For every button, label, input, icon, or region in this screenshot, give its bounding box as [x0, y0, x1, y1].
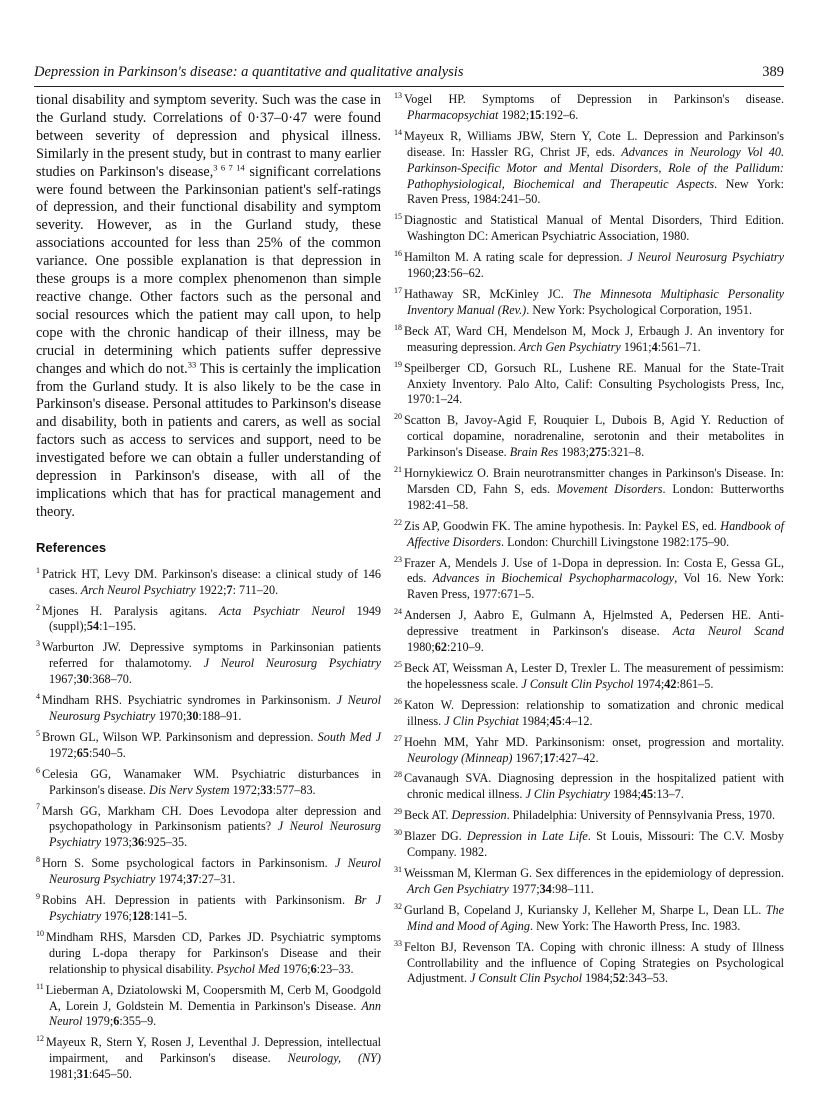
reference-text: Mayeux R, Williams JBW, Stern Y, Cote L. Depression and Parkinson's disease. In: Hassler RG, Christ JF, eds. Advances in Neurology Vol 40. Parkinson-Specific Motor and Mental Disorders, Role of the Pallidum: Pathophysiological, Biochemical and Therapeutic Aspects. New York: Raven Press, 1984:241–50.	[404, 128, 784, 207]
reference-item	[36, 930, 381, 978]
reference-text: Cavanaugh SVA. Diagnosing depression in the hospitalized patient with chronic medical illness. J Clin Psychiatry 1984;45:13–7.	[404, 771, 784, 802]
reference-text: Lieberman A, Dziatolowski M, Coopersmith M, Cerb M, Goodgold A, Lorein J, Goldstein M. Dementia in Parkinson's Disease. Ann Neurol 1979;6:355–9.	[45, 982, 381, 1029]
reference-item	[394, 903, 784, 935]
reference-number: 2	[36, 602, 40, 612]
reference-number: 13	[394, 90, 402, 100]
reference-text: Brown GL, Wilson WP. Parkinsonism and depression. South Med J 1972;65:540–5.	[42, 729, 381, 760]
reference-item	[36, 983, 381, 1031]
reference-text: Weissman M, Klerman G. Sex differences in the epidemiology of depression. Arch Gen Psychiatry 1977;34:98–111.	[404, 865, 784, 896]
reference-item	[394, 466, 784, 514]
reference-text: Felton BJ, Revenson TA. Coping with chronic illness: A study of Illness Controllability and the influence of Coping Strategies on Psychological Adjustment. J Consult Clin Psychol 1984;52:343–53.	[404, 939, 784, 986]
right-column	[394, 92, 784, 992]
reference-number: 23	[394, 554, 402, 564]
reference-text: Andersen J, Aabro E, Gulmann A, Hjelmsted A, Pedersen HE. Anti-depressive treatment in Parkinson's disease. Acta Neurol Scand 1980;62:210–9.	[404, 608, 784, 655]
reference-number: 21	[394, 464, 402, 474]
reference-number: 11	[36, 981, 44, 991]
reference-text: Horn S. Some psychological factors in Parkinsonism. J Neurol Neurosurg Psychiatry 1974;37:27–31.	[42, 856, 382, 887]
reference-number: 27	[394, 733, 402, 743]
reference-item	[394, 92, 784, 124]
reference-item	[36, 604, 381, 636]
reference-item	[36, 856, 381, 888]
reference-text: Mindham RHS, Marsden CD, Parkes JD. Psychiatric symptoms during L-dopa therapy for Parkinson's Disease and their relationship to physical disability. Psychol Med 1976;6:23–33.	[46, 929, 381, 976]
reference-text: Katon W. Depression: relationship to somatization and chronic medical illness. J Clin Psychiat 1984;45:4–12.	[404, 697, 784, 728]
reference-number: 12	[36, 1034, 44, 1044]
reference-number: 9	[36, 892, 40, 901]
reference-text: Blazer DG. Depression in Late Life. St Louis, Missouri: The C.V. Mosby Company. 1982.	[404, 829, 784, 860]
reference-text: Mjones H. Paralysis agitans. Acta Psychiatr Neurol 1949 (suppl);54:1–195.	[42, 603, 382, 634]
reference-number: 17	[394, 285, 402, 295]
reference-text: Mindham RHS. Psychiatric syndromes in Parkinsonism. J Neurol Neurosurg Psychiatry 1970;30:188–91.	[42, 693, 382, 723]
reference-item	[394, 213, 784, 245]
reference-item	[394, 866, 784, 898]
reference-text: Mayeux R, Stern Y, Rosen J, Leventhal J. Depression, intellectual impairment, and Parkinson's disease. Neurology, (NY) 1981;31:645–50.	[46, 1035, 381, 1082]
reference-item	[394, 940, 784, 988]
reference-item	[394, 608, 784, 656]
reference-text: Beck AT. Depression. Philadelphia: University of Pennsylvania Press, 1970.	[404, 808, 776, 823]
reference-text: Warburton JW. Depressive symptoms in Parkinsonian patients referred for thalamotomy. J Neurol Neurosurg Psychiatry 1967;30:368–70.	[42, 640, 381, 687]
reference-number: 22	[394, 517, 402, 527]
reference-number: 18	[394, 322, 402, 332]
reference-number: 30	[394, 828, 402, 838]
reference-text: Vogel HP. Symptoms of Depression in Parkinson's disease. Pharmacopsychiat 1982;15:192–6.	[404, 92, 784, 122]
reference-item	[36, 567, 381, 599]
reference-number: 24	[394, 607, 402, 617]
page-header	[34, 64, 784, 86]
header-rule	[34, 86, 784, 87]
reference-number: 20	[394, 412, 402, 422]
reference-text: Patrick HT, Levy DM. Parkinson's disease: a clinical study of 146 cases. Arch Neurol Psychiatry 1922;7: 711–20.	[42, 566, 381, 597]
reference-number: 28	[394, 770, 402, 780]
reference-number: 15	[394, 212, 402, 222]
reference-item	[394, 413, 784, 461]
reference-item	[394, 250, 784, 282]
reference-number: 8	[36, 855, 40, 865]
reference-text: Marsh GG, Markham CH. Does Levodopa alter depression and psychopathology in Parkinsonism patients? J Neurol Neurosurg Psychiatry 1973;36:925–35.	[42, 803, 381, 850]
reference-text: Hoehn MM, Yahr MD. Parkinsonism: onset, progression and mortality. Neurology (Minneap) 1967;17:427–42.	[404, 734, 784, 765]
reference-number: 31	[394, 864, 402, 874]
reference-text: Hamilton M. A rating scale for depression. J Neurol Neurosurg Psychiatry 1960;23:56–62.	[404, 250, 784, 281]
running-title: Depression in Parkinson's disease: a quantitative and qualitative analysis	[34, 64, 464, 80]
reference-item	[394, 698, 784, 730]
reference-text: Celesia GG, Wanamaker WM. Psychiatric disturbances in Parkinson's disease. Dis Nerv System 1972;33:577–83.	[42, 766, 381, 797]
reference-number: 4	[36, 692, 40, 702]
reference-text: Hathaway SR, McKinley JC. The Minnesota Multiphasic Personality Inventory Manual (Rev.). New York: Psychological Corporation, 1951.	[404, 286, 784, 317]
reference-item	[36, 767, 381, 799]
reference-text: Beck AT, Ward CH, Mendelson M, Mock J, Erbaugh J. An inventory for measuring depression. Arch Gen Psychiatry 1961;4:561–71.	[404, 323, 784, 354]
reference-number: 19	[394, 359, 402, 369]
reference-number: 26	[394, 696, 402, 706]
reference-item	[394, 129, 784, 209]
reference-number: 32	[394, 901, 402, 911]
body-paragraph: tional disability and symptom severity. Such was the case in the Gurland study. Correlations of 0·37–0·47 were found between severity of depression and physical illness. Similarly in the present study, but in contrast to many earlier studies on Parkinson's disease,$^{3 6 7 14}$ significant correlations were found between the Parkinsonian patient's self-ratings of depression, and their functional disability and symptom severity. However, as in the Gurland study, these associations accounted for less than 25% of the common variance. One possible explanation is that depression in these groups is a more complex phenomenon than simple reactive change. Other factors such as the personal and social resources which the patient may call upon, to help cope with the chronic handicap of their illness, may be crucial in determining which patients suffer depressive changes and which do not.$^{33}$ This is certainly the implication from the Gurland study. It is also likely to be the case in Parkinson's disease. Personal attitudes to Parkinson's disease and disability, both in patients and carers, as well as social factors such as access to services and support, need to be investigated before we can obtain a fuller understanding of depression in Parkinson's disease, with all of the implications which that has for practical management and theory.	[36, 92, 382, 520]
reference-text: Hornykiewicz O. Brain neurotransmitter changes in Parkinson's Disease. In: Marsden CD, Fahn S, eds. Movement Disorders. London: Butterworths 1982:41–58.	[404, 466, 784, 512]
references-heading: References	[36, 539, 107, 555]
reference-number: 33	[394, 938, 402, 948]
reference-text: Gurland B, Copeland J, Kuriansky J, Kelleher M, Sharpe L, Dean LL. The Mind and Mood of Aging. New York: The Haworth Press, Inc. 1983.	[404, 902, 784, 933]
references-list-left	[36, 567, 381, 1083]
left-column	[36, 92, 381, 1088]
reference-number: 7	[36, 802, 40, 812]
reference-item	[394, 735, 784, 767]
reference-item	[36, 730, 381, 762]
reference-number: 14	[394, 127, 402, 137]
reference-item	[36, 804, 381, 852]
reference-text: Robins AH. Depression in patients with Parkinsonism. Br J Psychiatry 1976;128:141–5.	[42, 893, 381, 923]
reference-item	[394, 661, 784, 693]
reference-item	[36, 693, 381, 725]
reference-number: 1	[36, 565, 40, 575]
reference-number: 6	[36, 765, 40, 775]
reference-item	[394, 519, 784, 551]
reference-number: 25	[394, 659, 402, 669]
reference-item	[394, 361, 784, 409]
reference-item	[394, 556, 784, 604]
reference-item	[394, 808, 784, 824]
reference-text: Scatton B, Javoy-Agid F, Rouquier L, Dubois B, Agid Y. Reduction of cortical dopamine, noradrenaline, serotonin and their metabolites in Parkinson's Disease. Brain Res 1983;275:321–8.	[404, 413, 784, 460]
reference-item	[36, 1035, 381, 1083]
reference-number: 16	[394, 249, 402, 259]
reference-text: Speilberger CD, Gorsuch RL, Lushene RE. Manual for the State-Trait Anxiety Inventory. Palo Alto, Calif: Consulting Psychologists Press, Inc, 1970:1–24.	[404, 360, 784, 407]
reference-item	[394, 287, 784, 319]
reference-text: Frazer A, Mendels J. Use of 1-Dopa in depression. In: Costa E, Gessa GL, eds. Advances in Biochemical Psychopharmacology, Vol 16. New York: Raven Press, 1977:671–5.	[404, 555, 785, 602]
reference-number: 29	[394, 807, 402, 817]
reference-text: Zis AP, Goodwin FK. The amine hypothesis. In: Paykel ES, ed. Handbook of Affective Disorders. London: Churchill Livingstone 1982:175–90.	[404, 518, 784, 549]
references-list-right	[394, 92, 784, 987]
reference-item	[394, 771, 784, 803]
reference-text: Diagnostic and Statistical Manual of Mental Disorders, Third Edition. Washington DC: American Psychiatric Association, 1980.	[404, 213, 784, 244]
reference-item	[36, 640, 381, 688]
reference-number: 3	[36, 639, 40, 649]
reference-number: 10	[36, 928, 44, 938]
reference-item	[394, 829, 784, 861]
reference-number: 5	[36, 728, 40, 738]
reference-item	[36, 893, 381, 925]
reference-item	[394, 324, 784, 356]
page-number: 389	[762, 64, 784, 80]
reference-text: Beck AT, Weissman A, Lester D, Trexler L. The measurement of pessimism: the hopelessness scale. J Consult Clin Psychol 1974;42:861–5.	[404, 661, 784, 691]
